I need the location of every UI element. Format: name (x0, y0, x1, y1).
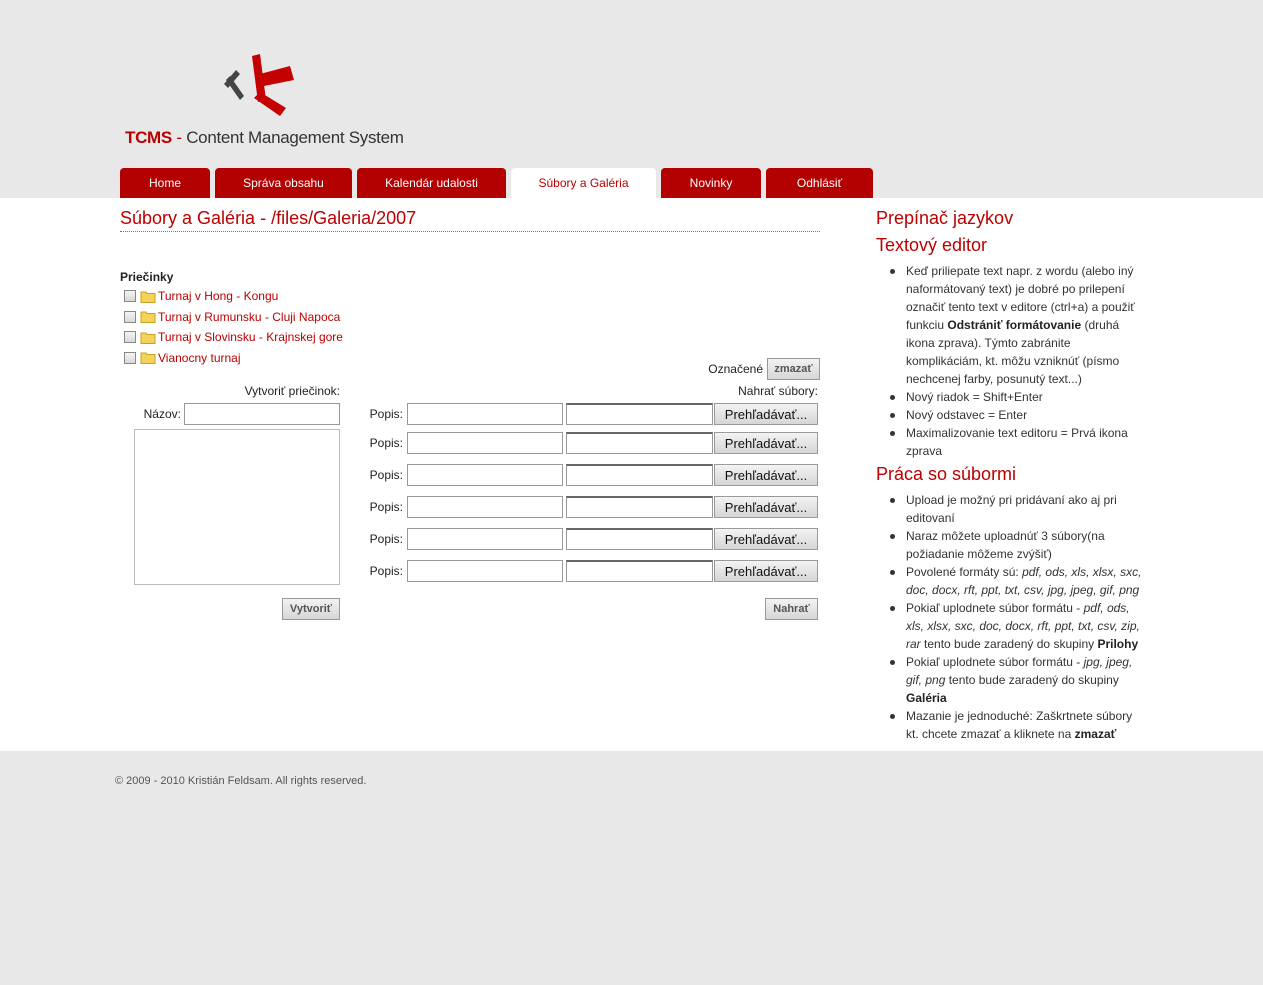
upload-button[interactable]: Nahrať (765, 598, 818, 620)
file-path-field[interactable] (566, 528, 713, 550)
description-input[interactable] (407, 432, 563, 454)
folders-title: Priečinky (120, 270, 174, 284)
logo-subtitle: Content Management System (186, 128, 404, 147)
browse-button[interactable]: Prehľadávať... (714, 496, 818, 518)
description-input[interactable] (407, 403, 563, 425)
folder-icon (140, 331, 156, 344)
upload-row (366, 464, 818, 486)
tab-sprava-obsahu-label: Správa obsahu (243, 176, 324, 190)
footer-copyright: © 2009 - 2010 Kristián Feldsam. All rights reserved. (115, 775, 367, 787)
list-item: Keď priliepate text napr. z wordu (alebo iný naformátovaný text) je dobré po prilepení označiť tento text v editore (ctrl+a) a použiť funkciu Odstrániť formátovanie (druhá ikona zprava). Týmto zabránite komplikáciám, kt. môžu vzniknúť (písmo nechcenej farby, posunutý text...) (906, 262, 1146, 388)
logo-brand: TCMS (125, 128, 172, 147)
text-editor-title: Textový editor (876, 235, 988, 255)
description-input[interactable] (407, 464, 563, 486)
upload-row-label: Popis: (369, 436, 403, 450)
folder-icon (140, 310, 156, 323)
tab-kalendar-label: Kalendár udalosti (385, 176, 478, 190)
marked-label: Označené (708, 362, 763, 376)
folder-checkbox[interactable] (124, 311, 136, 323)
description-input[interactable] (407, 560, 563, 582)
folders-section (120, 270, 343, 368)
list-item: Upload je možný pri pridávaní ako aj pri editovaní (906, 491, 1146, 527)
browse-button[interactable]: Prehľadávať... (714, 560, 818, 582)
folder-name-label: Názov: (143, 407, 181, 421)
file-path-field[interactable] (566, 432, 713, 454)
folder-checkbox[interactable] (124, 290, 136, 302)
tab-subory-label: Súbory a Galéria (538, 176, 629, 190)
file-path-field[interactable] (566, 496, 713, 518)
upload-row (366, 528, 818, 550)
file-path-field[interactable] (566, 403, 713, 425)
folder-row (120, 307, 343, 328)
folder-link[interactable]: Turnaj v Rumunsku - Cluji Napoca (158, 309, 341, 324)
list-item: Nový odstavec = Enter (906, 406, 1146, 424)
content (120, 208, 820, 615)
header (0, 0, 1263, 198)
browse-button[interactable]: Prehľadávať... (714, 432, 818, 454)
language-switcher-title: Prepínač jazykov (876, 208, 1014, 228)
tab-novinky-label: Novinky (689, 176, 733, 190)
browse-button[interactable]: Prehľadávať... (714, 528, 818, 550)
file-path-field[interactable] (566, 560, 713, 582)
logo-mark-icon (222, 52, 302, 122)
editor-tips-list (906, 262, 1146, 460)
tab-kalendar-udalosti[interactable] (357, 168, 506, 198)
upload-row-label: Popis: (369, 407, 403, 421)
folder-icon (140, 290, 156, 303)
description-input[interactable] (407, 528, 563, 550)
folder-name-input[interactable] (184, 403, 340, 425)
logo-dash: - (171, 128, 187, 147)
create-folder-button[interactable]: Vytvoriť (282, 598, 340, 620)
list-item: Pokiaľ uplodnete súbor formátu - pdf, ods, xls, xlsx, sxc, doc, docx, rft, ppt, txt, csv, zip, rar tento bude zaradený do skupiny Prilohy (906, 599, 1146, 653)
tab-odhlasit-label: Odhlásiť (796, 176, 843, 190)
create-folder-heading: Vytvoriť priečinok: (244, 384, 340, 398)
list-item: Pokiaľ uplodnete súbor formátu - jpg, jpeg, gif, png tento bude zaradený do skupiny Galéria (906, 653, 1146, 707)
tab-home-label: Home (148, 176, 181, 190)
folder-link[interactable]: Turnaj v Hong - Kongu (158, 289, 279, 304)
list-item: Povolené formáty sú: pdf, ods, xls, xlsx, sxc, doc, docx, rft, ppt, txt, csv, jpg, jpeg, gif, png (906, 563, 1146, 599)
description-input[interactable] (407, 496, 563, 518)
logo[interactable] (122, 52, 402, 152)
file-path-field[interactable] (566, 464, 713, 486)
folder-checkbox[interactable] (124, 352, 136, 364)
upload-row (366, 560, 818, 582)
folder-row (120, 327, 343, 348)
upload-row-label: Popis: (369, 500, 403, 514)
folder-icon (140, 351, 156, 364)
folder-row (120, 286, 343, 307)
upload-row (366, 432, 818, 454)
list-item: Mazanie je jednoduché: Zaškrtnete súbory kt. chcete zmazať a kliknete na zmazať (906, 707, 1146, 743)
list-item: Nový riadok = Shift+Enter (906, 388, 1146, 406)
list-item: Naraz môžete uploadnúť 3 súbory(na požiadanie môžeme zvýšiť) (906, 527, 1146, 563)
tab-novinky[interactable] (661, 168, 761, 198)
main-content-area (0, 198, 1263, 751)
folder-checkbox[interactable] (124, 331, 136, 343)
sidebar (876, 208, 1146, 743)
upload-row (366, 496, 818, 518)
folder-link[interactable]: Vianocny turnaj (158, 350, 241, 365)
marked-actions (708, 358, 820, 380)
list-item: Maximalizovanie text editoru = Prvá ikona zprava (906, 424, 1146, 460)
create-folder-form (134, 384, 340, 615)
browse-button[interactable]: Prehľadávať... (714, 403, 818, 425)
folder-name-row (134, 403, 340, 425)
folder-link[interactable]: Turnaj v Slovinsku - Krajnskej gore (158, 330, 343, 345)
tab-sprava-obsahu[interactable] (215, 168, 352, 198)
logo-text (125, 128, 404, 148)
file-work-title: Práca so súbormi (876, 464, 1017, 484)
upload-row-label: Popis: (369, 564, 403, 578)
upload-heading: Nahrať súbory: (738, 384, 818, 398)
upload-row-label: Popis: (369, 532, 403, 546)
tab-odhlasit[interactable] (766, 168, 873, 198)
file-tips-list (906, 491, 1146, 743)
upload-row (366, 403, 818, 425)
upload-form (366, 384, 818, 615)
delete-button[interactable]: zmazať (767, 358, 820, 380)
tab-home[interactable] (120, 168, 210, 198)
upload-row-label: Popis: (369, 468, 403, 482)
page-title: Súbory a Galéria - /files/Galeria/2007 (120, 208, 820, 232)
tab-subory-galeria[interactable] (511, 168, 656, 198)
folder-description-textarea[interactable] (134, 429, 340, 585)
browse-button[interactable]: Prehľadávať... (714, 464, 818, 486)
main-nav (120, 168, 878, 198)
folder-row (120, 348, 343, 369)
